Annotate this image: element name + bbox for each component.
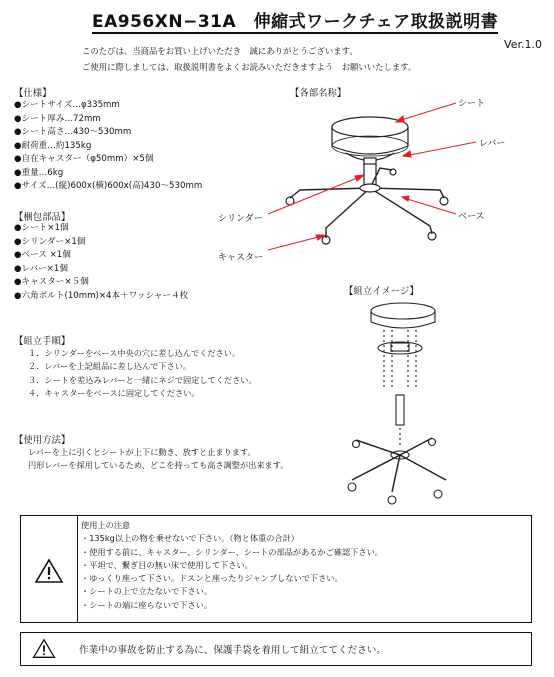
spec-item: ●耐荷重…約135kg — [14, 140, 92, 151]
intro-line-2: ご使用に際しましては、取扱説明書をよくお読みいただきますよう お願いいたします。 — [82, 62, 417, 72]
specs-title: 【仕様】 — [14, 88, 52, 99]
spec-item: ●シート厚み…72mm — [14, 113, 101, 124]
assembly-exploded-drawing — [348, 303, 446, 504]
package-item: ●六角ボルト(10mm)×4本＋ワッシャー４枚 — [14, 290, 189, 301]
version-label: Ver.1.0 — [504, 38, 542, 51]
package-item: ●レバー×1個 — [14, 263, 68, 274]
caution-item: ・シートの上で立たないで下さい。 — [81, 586, 213, 597]
assembly-step: ２．レバーを上記組品に差し込んで下さい。 — [28, 361, 192, 372]
spec-item: ●自在キャスター（φ50mm）×5個 — [14, 154, 154, 164]
label-base: ベース — [458, 212, 485, 222]
package-item: ●シート×1個 — [14, 223, 69, 233]
usage-title: 【使用方法】 — [14, 435, 71, 446]
label-caster: キャスター — [218, 253, 264, 263]
assembly-diagram-title: 【組立イメージ】 — [344, 286, 419, 297]
cautions-icon-cell — [21, 516, 78, 622]
warning-icon — [34, 558, 64, 584]
label-cylinder: シリンダー — [218, 214, 263, 224]
document-title: EA956XN−31A 伸縮式ワークチェア取扱説明書 — [92, 12, 499, 32]
caution-item: ・ゆっくり座って下さい。ドスンと座ったりジャンプしないで下さい。 — [81, 573, 343, 584]
assembly-step: ３．シートを差込みレバーと一緒にネジで固定してください。 — [28, 374, 257, 385]
label-lever: レバー — [479, 139, 506, 149]
package-title: 【梱包部品】 — [14, 212, 71, 223]
parts-diagram-title: 【各部名称】 — [290, 88, 347, 99]
warning-icon — [32, 638, 56, 659]
chair-parts-drawing — [286, 117, 448, 244]
spec-item: ●サイズ…(縦)600x(横)600x(高)430～530mm — [14, 181, 203, 191]
package-item: ●キャスター×５個 — [14, 277, 89, 287]
label-seat: シート — [458, 99, 486, 109]
footer-warning-text: 作業中の事故を防止する為に、保護手袋を着用して組立ててください。 — [79, 645, 386, 656]
caution-item: ・使用する前に、キャスター、シリンダー、シートの部品があるかご確認下さい。 — [81, 546, 383, 557]
cautions-title: 使用上の注意 — [81, 520, 131, 530]
spec-item: ●重量…6kg — [14, 167, 64, 178]
cautions-content — [81, 519, 383, 612]
spec-item: ●シートサイズ…φ335mm — [14, 100, 120, 110]
package-item: ●シリンダー×1個 — [14, 236, 86, 247]
usage-line: 円形レバーを採用しているため、どこを持っても高さ調整が出来ます。 — [28, 460, 289, 471]
usage-line: レバーを上に引くとシートが上下に動き、放すと止まります。 — [28, 447, 256, 457]
package-item: ●ベース ×1個 — [14, 250, 71, 260]
cautions-box — [20, 515, 532, 623]
caution-item: ・シートの端に座らないで下さい。 — [81, 599, 213, 610]
spec-item: ●シート高さ…430～530mm — [14, 127, 132, 137]
assembly-step: ４．キャスターをベースに固定してください。 — [28, 387, 200, 398]
intro-line-1: このたびは、当商品をお買い上げいただき 誠にありがとうございます。 — [82, 46, 358, 56]
caution-item: ・平坦で、繋ぎ目の無い床で使用して下さい。 — [81, 559, 253, 570]
assembly-title: 【組立手順】 — [14, 336, 71, 347]
assembly-step: １．シリンダーをベース中央の穴に差し込んでください。 — [28, 348, 241, 358]
caution-item: ・135kg以上の物を乗せないで下さい。（物と体重の合計） — [81, 533, 299, 544]
footer-warning-box — [20, 632, 532, 666]
